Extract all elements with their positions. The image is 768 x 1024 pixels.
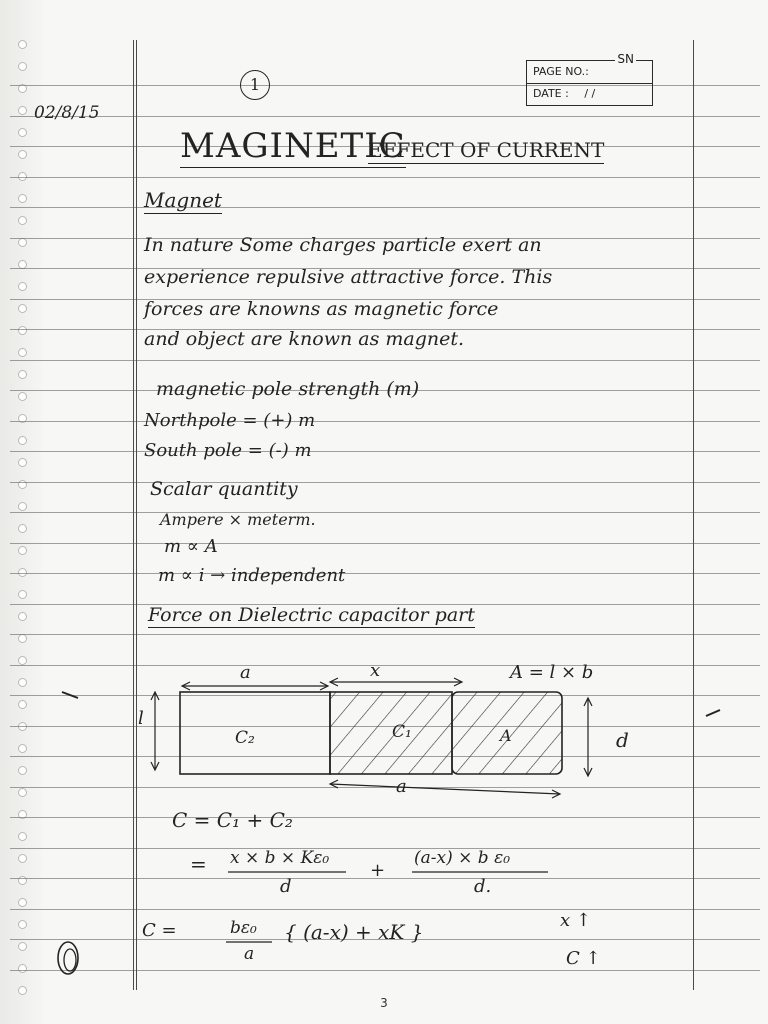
page-no-label: PAGE NO.: <box>533 65 589 78</box>
label-a-top: a <box>240 662 251 683</box>
note-north-pole: Northpole = (+) m <box>144 410 316 431</box>
fraction3-numerator: bε₀ <box>230 918 257 938</box>
fraction1-denominator: d <box>280 876 292 897</box>
margin-mark-2 <box>706 710 720 716</box>
label-x: x <box>370 660 381 681</box>
heading-force: Force on Dielectric capacitor part <box>148 604 475 626</box>
page-circle-number: 1 <box>240 70 270 100</box>
equation-c-sum: C = C₁ + C₂ <box>172 808 293 832</box>
date-label: DATE : / / <box>533 87 596 100</box>
plus-sign: + <box>370 860 386 881</box>
bracket-expression: { (a-x) + xK } <box>284 920 424 944</box>
region-c1 <box>330 692 452 774</box>
dimension-a-bottom <box>330 784 560 794</box>
fraction2-denominator: d. <box>474 876 492 897</box>
page-number: 3 <box>380 996 388 1010</box>
note-m-prop-i: m ∝ i → independent <box>158 565 346 586</box>
fraction3-denominator: a <box>244 944 255 964</box>
heading-magnet: Magnet <box>144 188 222 212</box>
date-written: 02/8/15 <box>34 103 100 123</box>
margin-mark-1 <box>62 692 78 698</box>
equation-c-equals: C = <box>142 920 177 941</box>
fraction1-numerator: x × b × Kε₀ <box>230 848 330 868</box>
note-m-prop-a: m ∝ A <box>164 536 218 557</box>
label-A: A <box>500 726 512 745</box>
equation-equals: = <box>190 852 207 876</box>
label-l: l <box>138 708 144 729</box>
fraction2-numerator: (a-x) × b ε₀ <box>414 848 511 868</box>
label-c2: C₂ <box>235 728 255 748</box>
note-pole-strength: magnetic pole strength (m) <box>156 378 420 400</box>
x-increases: x ↑ <box>560 910 591 931</box>
note-scalar: Scalar quantity <box>150 478 298 500</box>
label-a-bottom: a <box>396 776 407 797</box>
sn-label: SN <box>617 52 634 66</box>
note-unit: Ampere × meterm. <box>160 510 316 529</box>
region-c2 <box>180 692 330 774</box>
label-c1: C₁ <box>392 722 412 742</box>
date-value: / / <box>584 87 596 100</box>
margin-doodle <box>58 942 78 974</box>
paragraph-line-2: experience repulsive attractive force. This <box>144 266 553 288</box>
paragraph-line-3: forces are knowns as magnetic force <box>144 298 499 320</box>
label-area: A = l × b <box>510 662 594 683</box>
paragraph-line-4: and object are known as magnet. <box>144 328 465 350</box>
title-rest: EFFECT OF CURRENT <box>368 138 605 162</box>
label-d: d <box>616 728 629 752</box>
note-south-pole: South pole = (-) m <box>144 440 312 461</box>
title-main: MAGINETIC <box>180 126 406 166</box>
paragraph-line-1: In nature Some charges particle exert an <box>144 234 542 256</box>
c-increases: C ↑ <box>566 948 601 969</box>
